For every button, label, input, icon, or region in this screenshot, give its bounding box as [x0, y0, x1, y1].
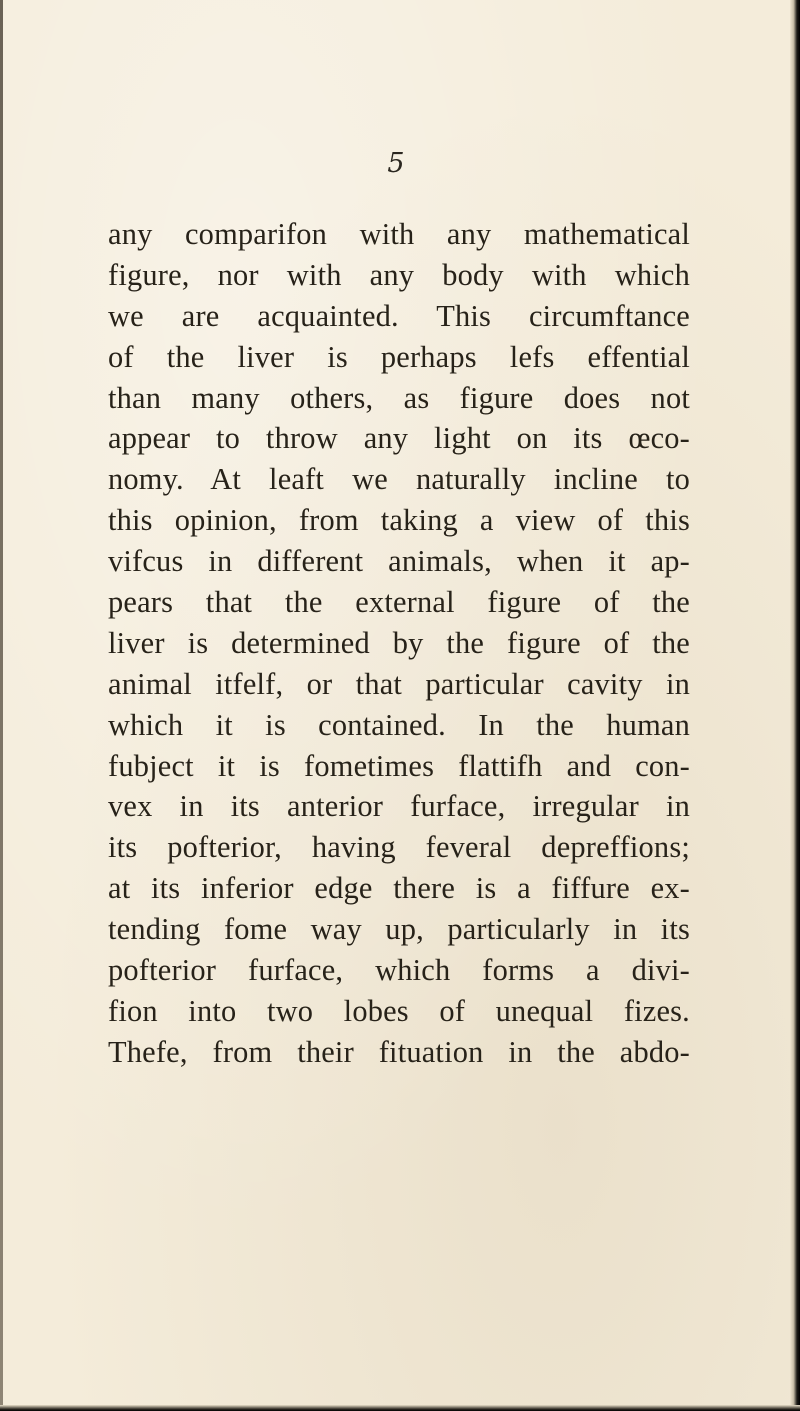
text-line: than many others, as figure does not — [108, 380, 690, 415]
page-right-edge — [790, 0, 800, 1411]
text-line: of the liver is perhaps lefs effential — [108, 339, 690, 374]
text-line: tending fome way up, particularly in its — [108, 912, 690, 947]
text-line: fion into two lobes of unequal fizes. — [108, 993, 690, 1028]
text-line: we are acquainted. This circumftance — [108, 298, 690, 333]
text-line: appear to throw any light on its œco- — [108, 421, 690, 456]
page-left-edge — [0, 0, 3, 1411]
text-line: which it is contained. In the human — [108, 707, 690, 742]
text-line: any comparifon with any mathematical — [108, 217, 690, 251]
text-line: pears that the external figure of the — [108, 585, 690, 620]
body-text — [108, 214, 690, 1073]
text-line: Thefe, from their fituation in the abdo- — [108, 1034, 690, 1069]
text-line: animal itfelf, or that particular cavity in — [108, 666, 690, 701]
text-line: vifcus in different animals, when it ap- — [108, 544, 690, 579]
text-line: liver is determined by the figure of the — [108, 625, 690, 660]
text-line: its pofterior, having feveral depreffions; — [108, 830, 690, 865]
text-line: this opinion, from taking a view of this — [108, 503, 690, 538]
text-line: figure, nor with any body with which — [108, 257, 690, 292]
text-line: pofterior furface, which forms a divi- — [108, 953, 690, 988]
text-line: vex in its anterior furface, irregular in — [108, 789, 690, 824]
text-line: fubject it is fometimes flattifh and con- — [108, 748, 690, 783]
text-line: nomy. At leaft we naturally incline to — [108, 462, 690, 497]
page-bottom-edge — [0, 1405, 800, 1411]
page-number: 5 — [387, 148, 405, 179]
text-line: at its inferior edge there is a fiffure ex- — [108, 871, 690, 906]
